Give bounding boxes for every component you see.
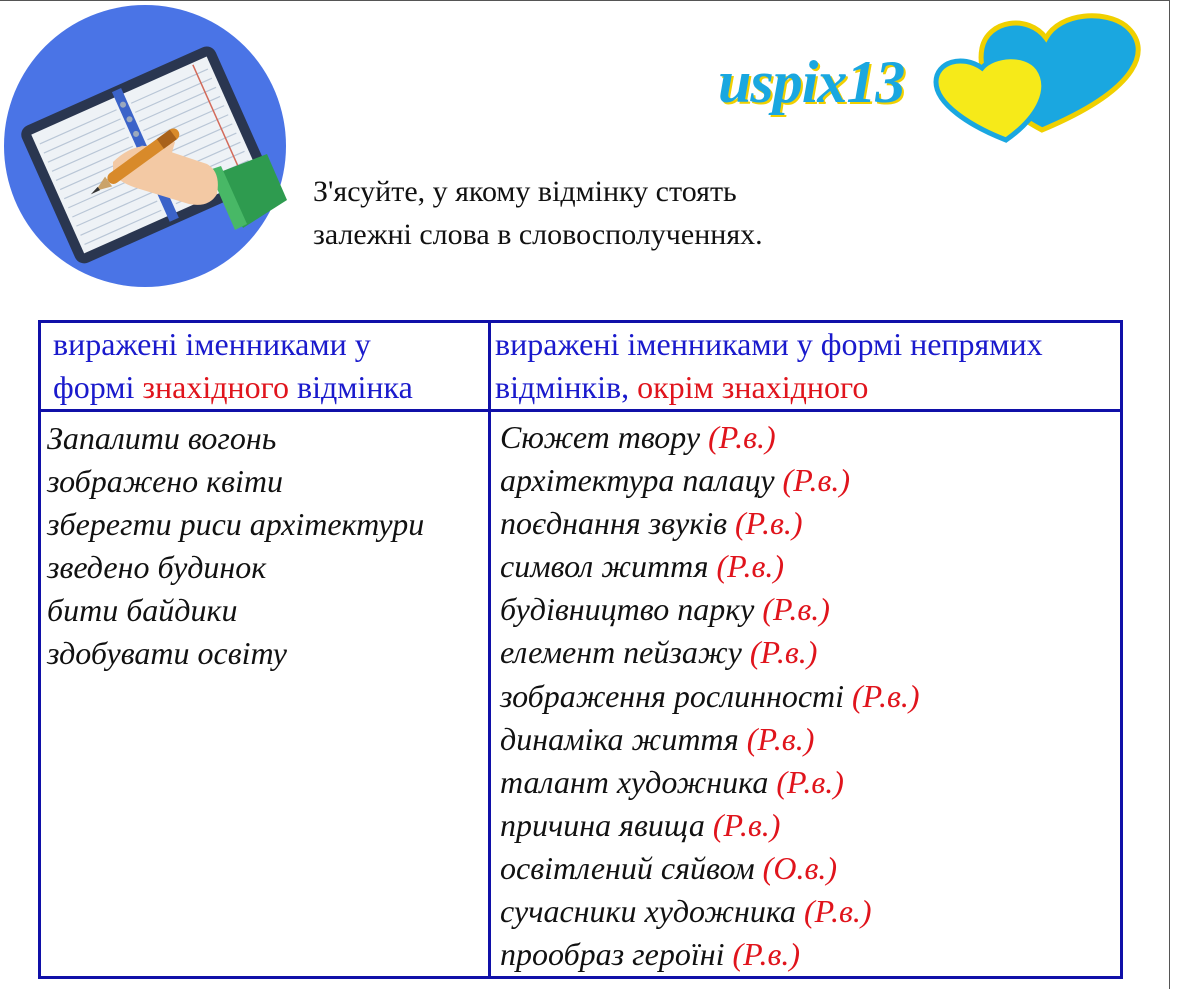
- oblique-phrase: [500, 631, 1120, 674]
- phrase-text: символ життя: [500, 548, 717, 585]
- header-left-part3: знахідного: [142, 369, 289, 405]
- header-right-part2: відмінків,: [495, 369, 638, 405]
- phrase-text: талант художника: [500, 763, 777, 800]
- blue-yellow-hearts-icon: [930, 8, 1158, 148]
- case-label: (Р.в.): [782, 462, 851, 499]
- phrase-text: освітлений сяйвом: [500, 849, 763, 886]
- oblique-phrase: [500, 502, 1120, 545]
- phrase-text: причина явища: [500, 806, 713, 843]
- accusative-phrase: зображено квіти: [47, 463, 284, 500]
- header-left-part1: виражені іменниками у: [53, 326, 371, 362]
- phrases-table: [38, 320, 1123, 979]
- oblique-phrase: [500, 890, 1120, 933]
- table-body-row: [40, 411, 1122, 978]
- case-label: (Р.в.): [732, 936, 801, 973]
- case-label: (Р.в.): [762, 591, 830, 628]
- oblique-phrase: [500, 804, 1120, 847]
- oblique-phrase: [500, 675, 1120, 718]
- case-label: (Р.в.): [708, 419, 776, 455]
- case-label: (Р.в.): [712, 806, 781, 843]
- phrase-text: динаміка життя: [500, 720, 747, 757]
- oblique-phrase: [500, 847, 1120, 890]
- case-label: (Р.в.): [749, 634, 818, 671]
- phrase-text: Сюжет твору: [500, 419, 709, 455]
- oblique-phrase: [500, 459, 1120, 502]
- case-label: (Р.в.): [776, 763, 844, 800]
- oblique-phrase: [500, 545, 1120, 588]
- phrase-text: елемент пейзажу: [500, 634, 750, 671]
- oblique-phrase: [500, 718, 1120, 761]
- accusative-phrase: Запалити вогонь: [47, 420, 277, 456]
- task-instruction: [313, 170, 763, 256]
- header-oblique-cases: [490, 322, 1122, 411]
- header-left-part2: формі: [53, 369, 143, 405]
- phrase-text: сучасники художника: [500, 893, 805, 930]
- case-label: (Р.в.): [716, 548, 785, 585]
- accusative-column: [40, 411, 490, 978]
- oblique-column: [490, 411, 1122, 978]
- header-accusative: [40, 322, 490, 411]
- phrase-text: поєднання звуків: [500, 505, 735, 542]
- accusative-phrase: зберегти риси архітектури: [47, 506, 425, 543]
- case-label: (О.в.): [762, 849, 837, 886]
- instruction-line-2: залежні слова в словосполученнях.: [313, 218, 763, 251]
- header-right-part1: виражені іменниками у формі непрямих: [495, 326, 1043, 362]
- oblique-list: [491, 412, 1120, 976]
- case-label: (Р.в.): [734, 505, 803, 542]
- accusative-phrase: зведено будинок: [47, 549, 267, 586]
- oblique-phrase: [500, 416, 1120, 459]
- case-label: (Р.в.): [804, 893, 872, 930]
- instruction-line-1: З'ясуйте, у якому відмінку стоять: [313, 175, 737, 208]
- accusative-phrase: здобувати освіту: [47, 635, 287, 672]
- phrase-text: зображення рослинності: [500, 677, 853, 714]
- phrase-text: прообраз героїні: [500, 936, 733, 973]
- phrase-text: будівництво парку: [500, 591, 763, 628]
- case-label: (Р.в.): [852, 677, 920, 714]
- table-header-row: [40, 322, 1122, 411]
- header-right-part3: окрім знахідного: [637, 369, 869, 405]
- accusative-list: [41, 412, 488, 676]
- phrase-text: архітектура палацу: [500, 462, 783, 499]
- header-left-part4: відмінка: [288, 369, 413, 405]
- oblique-phrase: [500, 933, 1120, 976]
- oblique-phrase: [500, 761, 1120, 804]
- brand-logo-text: uspix13: [718, 49, 905, 115]
- oblique-phrase: [500, 588, 1120, 631]
- case-label: (Р.в.): [746, 720, 815, 757]
- accusative-phrase: бити байдики: [47, 592, 238, 629]
- notebook-writing-hand-icon: [3, 4, 287, 288]
